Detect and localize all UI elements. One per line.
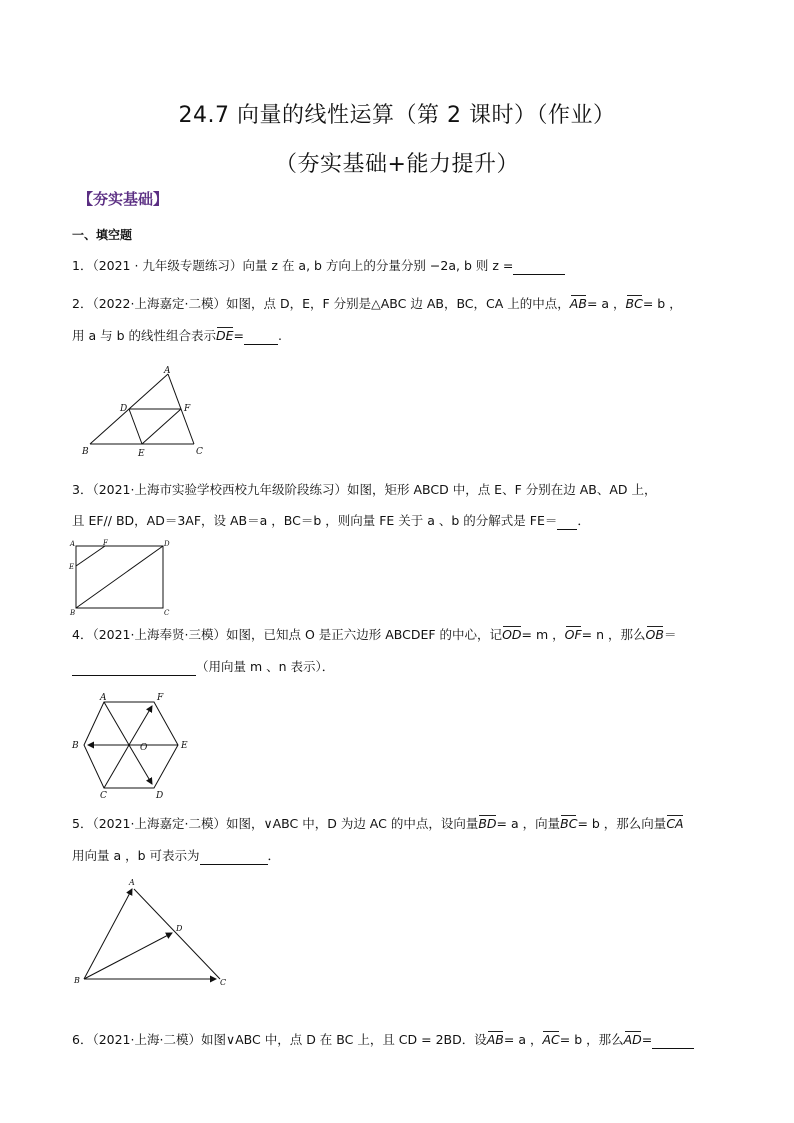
question-text: 如图，点 D，E，F 分别是△ABC 边 AB，BC，CA 上的中点， <box>225 296 570 311</box>
label-f: F <box>184 404 191 414</box>
question-source: （2021·上海·二模） <box>92 1032 201 1047</box>
answer-blank[interactable] <box>244 330 278 345</box>
question-text: = <box>233 328 245 343</box>
label-a: A <box>100 693 107 703</box>
question-text: （用向量 m 、n 表示）． <box>196 659 335 674</box>
question-3-line-2: 且 EF// BD，AD＝3AF，设 AB＝a ，BC＝b ，则向量 FE 关于 a 、b 的分解式是 FE＝ ． <box>72 513 590 528</box>
label-e: E <box>138 449 145 459</box>
vector-ca: CA <box>666 816 684 831</box>
question-2-line-2: 用 a 与 b 的线性组合表示DE= . <box>72 328 282 343</box>
question-2 <box>72 295 732 313</box>
label-d: D <box>156 791 164 800</box>
rectangle-figure <box>68 538 178 618</box>
question-source: （2021·上海奉贤·三模） <box>92 627 226 642</box>
question-text: 如图∨ABC 中，点 D 在 BC 上，且 CD = 2BD．设 <box>200 1032 487 1047</box>
answer-blank[interactable] <box>200 850 268 865</box>
label-o: O <box>140 743 148 753</box>
label-c: C <box>164 609 170 617</box>
question-text: 且 EF// BD，AD＝3AF，设 AB＝a ，BC＝b ，则向量 FE 关于 a 、b 的分解式是 FE＝ <box>72 513 558 528</box>
answer-blank[interactable] <box>72 661 196 676</box>
question-text: 向量 z 在 a, b 方向上的分量分别 −2a, b 则 z = <box>242 258 514 273</box>
answer-blank[interactable] <box>652 1034 694 1049</box>
triangle-vector-figure <box>72 875 242 990</box>
question-source: （2021 · 九年级专题练习） <box>92 258 243 273</box>
question-1 <box>72 257 732 275</box>
hexagon-figure <box>68 690 198 800</box>
label-c: C <box>196 447 203 457</box>
question-6 <box>72 1031 732 1049</box>
question-text: = b ，那么向量 <box>577 816 667 831</box>
question-5-line-2: 用向量 a ，b 可表示为 ． <box>72 848 281 863</box>
triangle-midpoint-figure <box>80 364 210 459</box>
label-d: D <box>176 924 183 933</box>
question-text: = a ， <box>586 296 626 311</box>
question-3 <box>72 481 732 499</box>
label-f: F <box>157 693 164 703</box>
question-number: 2． <box>72 296 93 311</box>
question-text: 如图，∨ABC 中，D 为边 AC 的中点，设向量 <box>225 816 479 831</box>
label-d: D <box>120 404 128 414</box>
question-number: 4． <box>72 627 93 642</box>
question-text: ＝ <box>663 627 677 642</box>
question-text: = b ，那么 <box>559 1032 624 1047</box>
document-title: 24.7 向量的线性运算（第 2 课时）（作业） <box>178 103 616 128</box>
question-source: （2021·上海嘉定·二模） <box>92 816 226 831</box>
vector-bc: BC <box>560 816 578 831</box>
answer-blank[interactable] <box>557 515 577 530</box>
question-4 <box>72 626 732 644</box>
label-e: E <box>181 741 188 751</box>
label-e: E <box>69 563 75 571</box>
question-source: （2022·上海嘉定·二模） <box>92 296 226 311</box>
vector-ob: OB <box>645 627 664 642</box>
question-number: 5． <box>72 816 93 831</box>
question-text: = a ，向量 <box>496 816 561 831</box>
vector-bc: BC <box>625 296 643 311</box>
vector-ab: AB <box>486 1032 504 1047</box>
label-b: B <box>72 741 79 751</box>
question-text: = b ， <box>642 296 682 311</box>
question-text: 如图，矩形 ABCD 中，点 E、F 分别在边 AB、AD 上， <box>347 482 657 497</box>
label-f: F <box>103 539 108 547</box>
question-number: 1． <box>72 258 93 273</box>
question-5 <box>72 815 732 833</box>
vector-od: OD <box>502 627 522 642</box>
question-4-line-2 <box>72 658 732 676</box>
question-text: = n ，那么 <box>581 627 646 642</box>
question-number: 6． <box>72 1032 93 1047</box>
section-heading: 【夯实基础】 <box>78 190 169 208</box>
label-a: A <box>70 540 76 548</box>
question-text: = <box>641 1032 653 1047</box>
label-b: B <box>70 609 76 617</box>
label-c: C <box>220 978 227 987</box>
label-a: A <box>164 366 171 376</box>
question-text: 用 a 与 b 的线性组合表示 <box>72 328 216 343</box>
answer-blank[interactable] <box>513 260 565 275</box>
fill-in-heading: 一、填空题 <box>72 228 133 242</box>
label-d: D <box>164 540 170 548</box>
question-number: 3． <box>72 482 93 497</box>
label-a: A <box>129 878 135 887</box>
vector-de: DE <box>216 328 234 343</box>
vector-bd: BD <box>478 816 497 831</box>
vector-of: OF <box>564 627 582 642</box>
question-text: 如图，已知点 O 是正六边形 ABCDEF 的中心，记 <box>225 627 503 642</box>
label-c: C <box>100 791 107 800</box>
question-text: = m ， <box>521 627 565 642</box>
label-b: B <box>82 447 89 457</box>
question-text: = a ， <box>503 1032 543 1047</box>
question-source: （2021·上海市实验学校西校九年级阶段练习） <box>92 482 347 497</box>
vector-ab: AB <box>569 296 587 311</box>
vector-ac: AC <box>542 1032 560 1047</box>
label-b: B <box>74 976 80 985</box>
document-subtitle: （夯实基础+能力提升） <box>275 152 519 177</box>
vector-ad: AD <box>623 1032 642 1047</box>
question-text: 用向量 a ，b 可表示为 <box>72 848 200 863</box>
